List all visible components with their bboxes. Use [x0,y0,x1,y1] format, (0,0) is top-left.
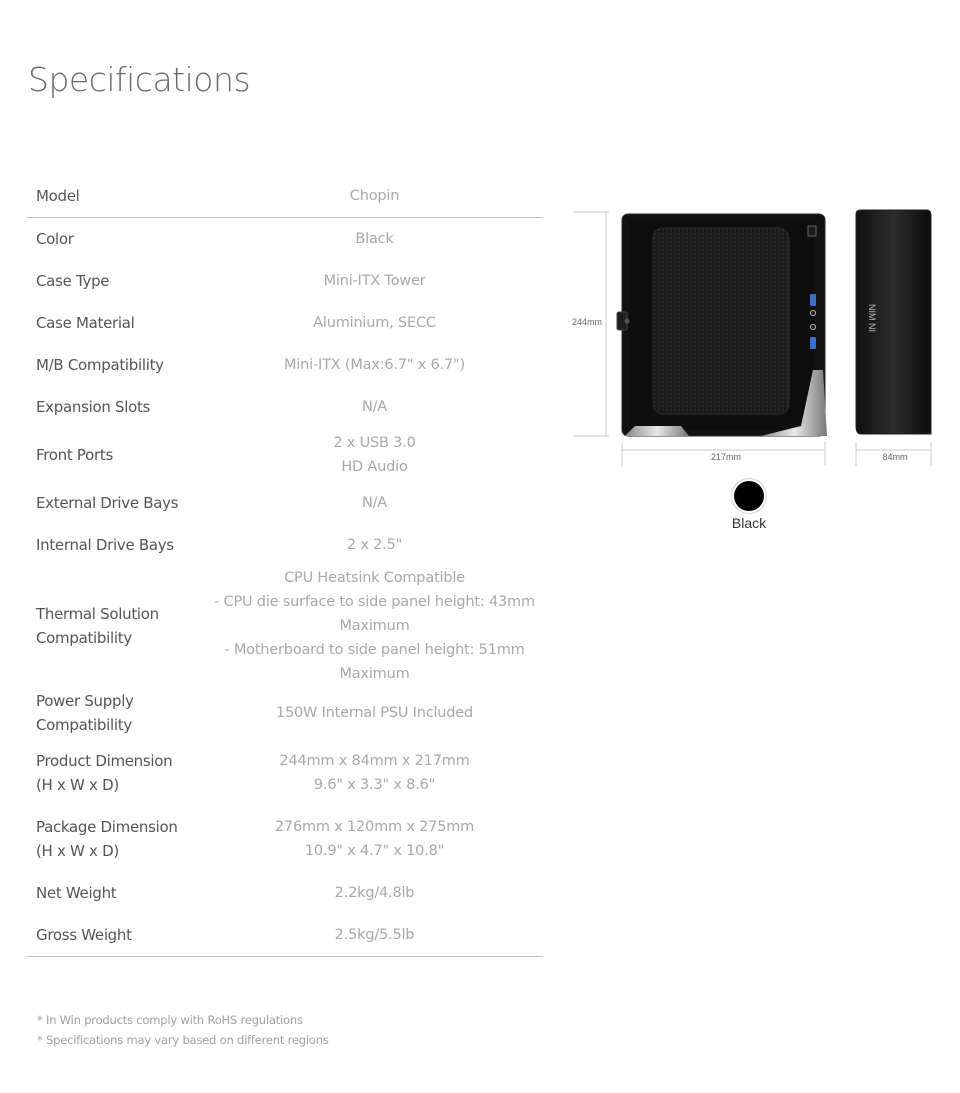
spec-row [27,386,543,428]
spec-value: 2 x USB 3.0 HD Audio [333,435,416,475]
footnote: * Specifications may vary based on different regions [37,1033,329,1047]
spec-label: Case Material [36,314,135,332]
spec-label: Package Dimension (H x W x D) [36,818,178,860]
spec-label: Net Weight [36,884,117,902]
footnotes [37,1010,329,1050]
spec-label: Color [36,230,74,248]
spec-value: 244mm x 84mm x 217mm 9.6" x 3.3" x 8.6" [279,753,470,793]
spec-value: CPU Heatsink Compatible - CPU die surface to side panel height: 43mm Maximum - Motherboard to side panel height: 51mm Maximum [214,570,535,682]
spec-value: Black [355,231,394,247]
spec-label: Product Dimension (H x W x D) [36,752,173,794]
side-logo: NIM NI [867,304,877,332]
spec-row [27,218,543,261]
spec-row [27,806,543,872]
spec-row [27,872,543,914]
spec-value: N/A [361,399,388,415]
spec-label: Gross Weight [27,914,206,957]
spec-value: Mini-ITX Tower [323,273,426,289]
spec-label: Thermal Solution Compatibility [36,605,159,647]
spec-row [27,344,543,386]
spec-label: Expansion Slots [36,398,151,416]
spec-label: Model [27,175,206,218]
spec-value: 2.2kg/4.8lb [334,885,415,901]
footnote: * In Win products comply with RoHS regulations [37,1013,303,1027]
spec-row [27,302,543,344]
spec-row [27,686,543,740]
color-swatch-black[interactable] [734,481,764,511]
width-dimension-label: 84mm [882,452,908,462]
spec-row [27,428,543,482]
spec-row [27,914,543,957]
spec-label: Front Ports [36,446,113,464]
spec-value: 2 x 2.5" [346,537,403,553]
spec-value: 2.5kg/5.5lb [206,914,543,957]
spec-label: M/B Compatibility [36,356,164,374]
depth-dimension-label: 217mm [710,452,742,462]
height-dimension-label: 244mm [571,317,603,327]
spec-label: Case Type [36,272,110,290]
spec-value: Chopin [206,175,543,218]
spec-value: 150W Internal PSU Included [275,705,474,721]
spec-value: Mini-ITX (Max:6.7" x 6.7") [284,357,465,373]
spec-row [27,524,543,566]
spec-label: Power Supply Compatibility [36,692,134,734]
spec-row [27,740,543,806]
page-title: Specifications [28,60,251,99]
spec-value: 276mm x 120mm x 275mm 10.9" x 4.7" x 10.8" [274,819,475,859]
spec-row [27,482,543,524]
color-swatch-label: Black [731,515,767,531]
spec-value: N/A [361,495,388,511]
spec-row [27,260,543,302]
spec-header-row [27,175,543,218]
spec-row [27,566,543,686]
spec-value: Aluminium, SECC [313,315,436,331]
spec-label: External Drive Bays [36,494,179,512]
spec-label: Internal Drive Bays [36,536,174,554]
spec-table [27,175,543,957]
